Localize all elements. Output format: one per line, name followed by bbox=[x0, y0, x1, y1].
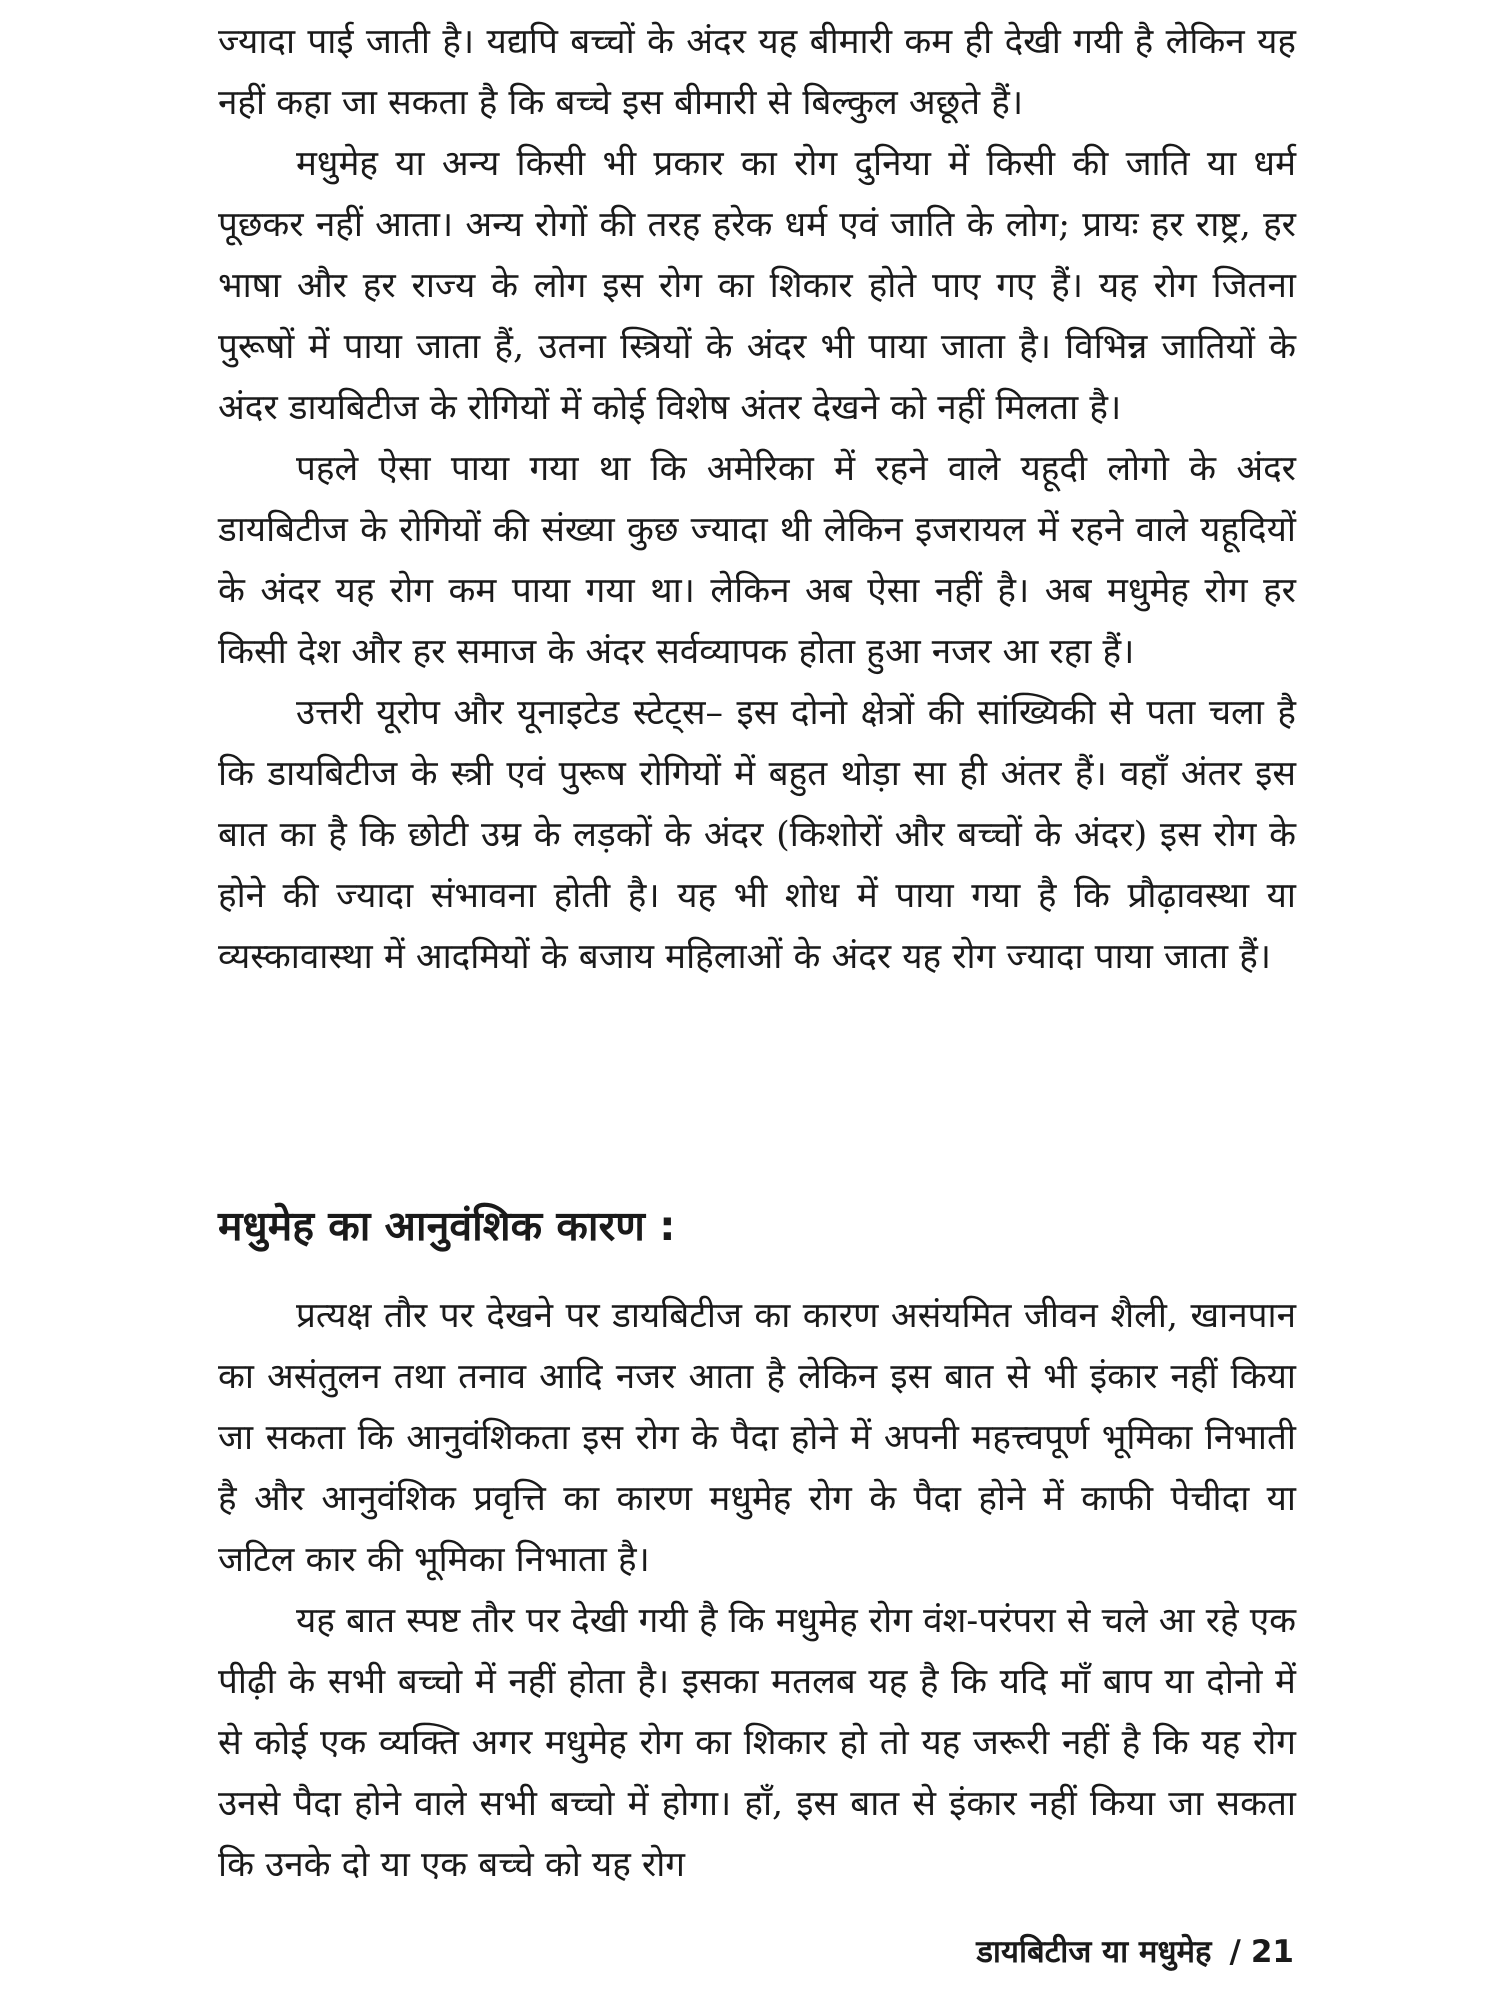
page-number: 21 bbox=[1250, 1934, 1294, 1970]
paragraph: प्रत्यक्ष तौर पर देखने पर डायबिटीज का कारण असंयमित जीवन शैली, खानपान का असंतुलन तथा तनाव आदि नजर आता है लेकिन इस बात से भी इंकार नहीं किया जा सकता कि आनुवंशिकता इस रोग के पैदा होने में अपनी महत्त्वपूर्ण भूमिका निभाती है और आनुवंशिक प्रवृत्ति का कारण मधुमेह रोग के पैदा होने में काफी पेचीदा या जटिल कार की भूमिका निभाता है। bbox=[218, 1296, 1296, 1580]
page-footer bbox=[976, 1930, 1294, 1974]
body-text-top bbox=[218, 12, 1296, 988]
running-title: डायबिटीज या मधुमेह bbox=[976, 1934, 1212, 1970]
paragraph-continuation: ज्यादा पाई जाती है। यद्यपि बच्चों के अंदर यह बीमारी कम ही देखी गयी है लेकिन यह नहीं कहा जा सकता है कि बच्चे इस बीमारी से बिल्कुल अछूते हैं। bbox=[218, 22, 1296, 123]
paragraph: उत्तरी यूरोप और यूनाइटेड स्टेट्स– इस दोनो क्षेत्रों की सांख्यिकी से पता चला है कि डायबिटीज के स्त्री एवं पुरूष रोगियों में बहुत थोड़ा सा ही अंतर हैं। वहाँ अंतर इस बात का है कि छोटी उम्र के लड़कों के अंदर (किशोरों और बच्चों के अंदर) इस रोग के होने की ज्यादा संभावना होती है। यह भी शोध में पाया गया है कि प्रौढ़ावस्था या व्यस्कावास्था में आदमियों के बजाय महिलाओं के अंदर यह रोग ज्यादा पाया जाता हैं। bbox=[218, 693, 1296, 977]
paragraph: मधुमेह या अन्य किसी भी प्रकार का रोग दुनिया में किसी की जाति या धर्म पूछकर नहीं आता। अन्य रोगों की तरह हरेक धर्म एवं जाति के लोग; प्रायः हर राष्ट्र, हर भाषा और हर राज्य के लोग इस रोग का शिकार होते पाए गए हैं। यह रोग जितना पुरूषों में पाया जाता हैं, उतना स्त्रियों के अंदर भी पाया जाता है। विभिन्न जातियों के अंदर डायबिटीज के रोगियों में कोई विशेष अंतर देखने को नहीं मिलता है। bbox=[218, 144, 1296, 428]
section-heading: मधुमेह का आनुवंशिक कारण : bbox=[218, 1202, 676, 1250]
paragraph: यह बात स्पष्ट तौर पर देखी गयी है कि मधुमेह रोग वंश-परंपरा से चले आ रहे एक पीढ़ी के सभी बच्चो में नहीं होता है। इसका मतलब यह है कि यदि माँ बाप या दोनो में से कोई एक व्यक्ति अगर मधुमेह रोग का शिकार हो तो यह जरूरी नहीं है कि यह रोग उनसे पैदा होने वाले सभी बच्चो में होगा। हाँ, इस बात से इंकार नहीं किया जा सकता कि उनके दो या एक बच्चे को यह रोग bbox=[218, 1601, 1296, 1885]
paragraph: पहले ऐसा पाया गया था कि अमेरिका में रहने वाले यहूदी लोगो के अंदर डायबिटीज के रोगियों की संख्या कुछ ज्यादा थी लेकिन इजरायल में रहने वाले यहूदियों के अंदर यह रोग कम पाया गया था। लेकिन अब ऐसा नहीं है। अब मधुमेह रोग हर किसी देश और हर समाज के अंदर सर्वव्यापक होता हुआ नजर आ रहा हैं। bbox=[218, 449, 1296, 672]
footer-separator: / bbox=[1229, 1934, 1241, 1970]
body-text-bottom bbox=[218, 1286, 1296, 1896]
